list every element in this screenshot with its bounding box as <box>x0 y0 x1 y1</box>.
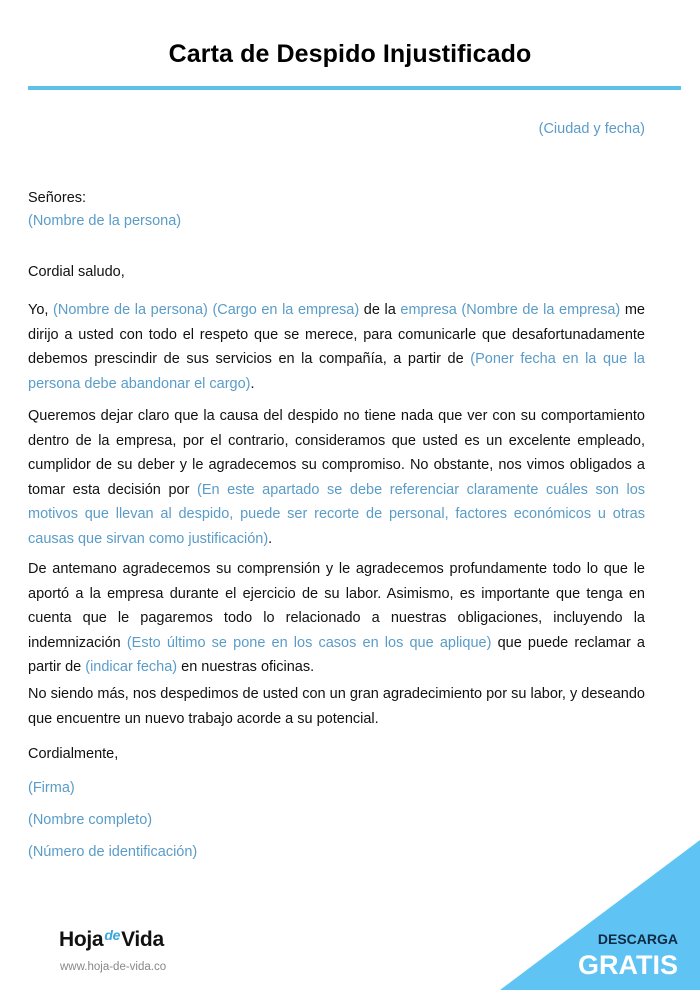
addressee-label: Señores: <box>28 190 87 206</box>
paragraph-2 <box>28 404 645 551</box>
logo-text: Vida <box>121 928 164 951</box>
p1-name-role-placeholder: (Nombre de la persona) (Cargo en la empresa) <box>53 302 360 318</box>
p1-text: . <box>250 375 255 392</box>
full-name-placeholder: (Nombre completo) <box>28 812 153 828</box>
paragraph-3 <box>28 557 645 680</box>
closing: Cordialmente, <box>28 746 119 762</box>
document-title: Carta de Despido Injustificado <box>168 40 532 68</box>
p3-text: que puede reclamar a partir de <box>28 634 645 675</box>
p2-reason-placeholder: (En este apartado se debe referenciar claramente cuáles son los motivos que llevan al despido, puede ser recorte de personal, factores económicos u otras causas que sirvan como justificación) <box>28 481 646 547</box>
signature-placeholder: (Firma) <box>28 780 75 796</box>
p4-text: No siendo más, nos despedimos de usted con un gran agradecimiento por su labor, y deseando que encuentre un nuevo trabajo acorde a su potencial. <box>28 686 645 727</box>
p3-text: De antemano agradecemos su comprensión y le agradecemos profundamente todo lo que le aportó a la empresa durante el ejercicio de su labor. Asimismo, es importante que tenga en cuenta que le pagaremos todo lo relacionado a nuestras obligaciones, incluyendo la indemnización <box>28 561 645 651</box>
p1-text: Yo, <box>28 302 54 318</box>
greeting: Cordial saludo, <box>28 264 125 280</box>
paragraph-1 <box>28 298 645 396</box>
city-date-placeholder: (Ciudad y fecha) <box>538 121 645 137</box>
p1-company-placeholder: empresa (Nombre de la empresa) <box>400 302 621 318</box>
hoja-de-vida-logo <box>59 928 164 952</box>
logo-de: de <box>104 927 121 943</box>
website-link[interactable]: www.hoja-de-vida.co <box>60 961 167 973</box>
p2-text: . <box>268 530 273 547</box>
p3-applies-placeholder: (Esto último se pone en los casos en los que aplique) <box>126 634 492 651</box>
p3-date-placeholder: (indicar fecha) <box>85 659 178 675</box>
p1-text: me dirijo a usted con todo el respeto que se merece, para comunicarle que desafortunadamente debemos prescindir de sus servicios en la compañía, a partir de <box>28 302 645 367</box>
title-divider <box>28 86 681 90</box>
p1-text: de la <box>359 302 401 318</box>
paragraph-4 <box>28 682 645 731</box>
id-number-placeholder: (Número de identificación) <box>28 844 198 860</box>
p1-date-placeholder: (Poner fecha en la que la persona debe abandonar el cargo) <box>28 351 645 392</box>
logo-text: Hoja <box>59 928 104 951</box>
badge-download-label[interactable]: DESCARGA <box>597 931 678 947</box>
addressee-block <box>28 186 645 233</box>
p2-text: Queremos dejar claro que la causa del despido no tiene nada que ver con su comportamiento dentro de la empresa, por el contrario, consideramos que usted es un excelente empleado, cumplidor de su deber y le agradecemos su compromiso. No obstante, nos vimos obligados a tomar esta decisión por <box>28 408 645 498</box>
addressee-name-placeholder: (Nombre de la persona) <box>28 212 182 229</box>
p3-text: en nuestras oficinas. <box>177 659 315 675</box>
badge-free-label[interactable]: GRATIS <box>578 950 678 980</box>
